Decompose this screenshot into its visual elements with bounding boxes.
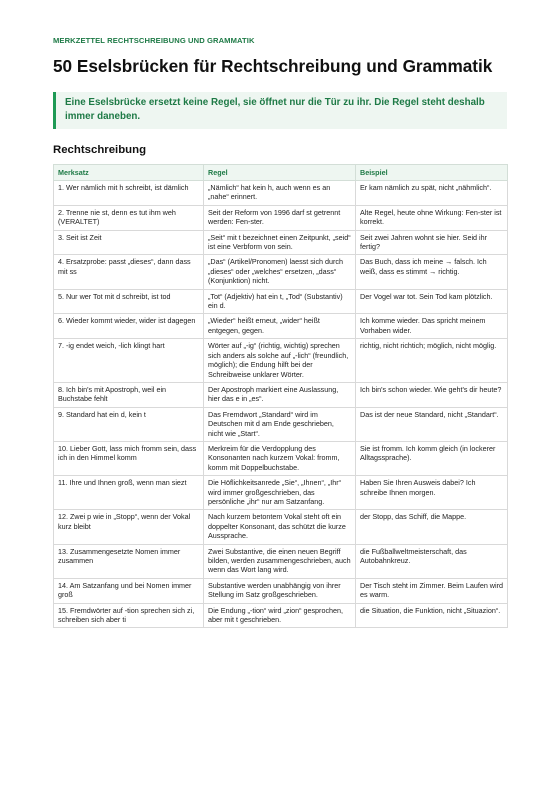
cell-merksatz: 6. Wieder kommt wieder, wider ist dagegen — [54, 314, 204, 339]
cell-merksatz: 5. Nur wer Tot mit d schreibt, ist tod — [54, 289, 204, 314]
table-row — [54, 407, 508, 441]
table-row — [54, 205, 508, 230]
cell-beispiel: Seit zwei Jahren wohnt sie hier. Seid ihr fertig? — [356, 230, 508, 255]
table-row — [54, 603, 508, 628]
table-header-row — [54, 165, 508, 181]
cell-beispiel: die Situation, die Funktion, nicht „Situazion“. — [356, 603, 508, 628]
column-header-regel: Regel — [204, 165, 356, 181]
cell-merksatz: 3. Seit ist Zeit — [54, 230, 204, 255]
document-kicker: MERKZETTEL RECHTSCHREIBUNG UND GRAMMATIK — [53, 36, 255, 45]
cell-beispiel: Ich komme wieder. Das spricht meinem Vorhaben wider. — [356, 314, 508, 339]
cell-beispiel: Alte Regel, heute ohne Wirkung: Fen-ster ist korrekt. — [356, 205, 508, 230]
cell-regel: Seit der Reform von 1996 darf st getrennt werden: Fen-ster. — [204, 205, 356, 230]
cell-merksatz: 7. -ig endet weich, -lich klingt hart — [54, 339, 204, 383]
callout-box: Eine Eselsbrücke ersetzt keine Regel, sie öffnet nur die Tür zu ihr. Die Regel steht deshalb immer daneben. — [53, 92, 507, 129]
table-row — [54, 510, 508, 544]
cell-beispiel: Sie ist fromm. Ich komm gleich (in lockerer Alltagssprache). — [356, 441, 508, 475]
cell-beispiel: die Fußballweltmeisterschaft, das Autobahnkreuz. — [356, 544, 508, 578]
cell-beispiel: Das ist der neue Standard, nicht „Standart“. — [356, 407, 508, 441]
cell-merksatz: 13. Zusammengesetzte Nomen immer zusammen — [54, 544, 204, 578]
cell-regel: Zwei Substantive, die einen neuen Begriff bilden, werden zusammengeschrieben, auch wenn das Wort lang wird. — [204, 544, 356, 578]
cell-regel: Der Apostroph markiert eine Auslassung, hier das e in „es“. — [204, 382, 356, 407]
document-title: 50 Eselsbrücken für Rechtschreibung und Grammatik — [53, 56, 493, 76]
table-row — [54, 441, 508, 475]
cell-beispiel: Ich bin's schon wieder. Wie geht's dir heute? — [356, 382, 508, 407]
cell-beispiel: Er kam nämlich zu spät, nicht „nähmlich“. — [356, 181, 508, 206]
table-row — [54, 255, 508, 289]
cell-regel: Wörter auf „-ig“ (richtig, wichtig) sprechen sich anders als solche auf „-lich“ (freundlich, möglich); die Endung hilft bei der Schreibweise unklarer Wörter. — [204, 339, 356, 383]
cell-regel: „Nämlich“ hat kein h, auch wenn es an „nahe“ erinnert. — [204, 181, 356, 206]
cell-regel: Nach kurzem betontem Vokal steht oft ein doppelter Konsonant, das schützt die kurze Aussprache. — [204, 510, 356, 544]
cell-regel: Das Fremdwort „Standard“ wird im Deutschen mit d am Ende geschrieben, nicht wie „Start“. — [204, 407, 356, 441]
table-row — [54, 382, 508, 407]
cell-regel: Die Endung „-tion“ wird „zion“ gesprochen, aber mit t geschrieben. — [204, 603, 356, 628]
cell-regel: „Wieder“ heißt erneut, „wider“ heißt entgegen, gegen. — [204, 314, 356, 339]
column-header-beispiel: Beispiel — [356, 165, 508, 181]
cell-regel: „Tot“ (Adjektiv) hat ein t, „Tod“ (Substantiv) ein d. — [204, 289, 356, 314]
cell-merksatz: 12. Zwei p wie in „Stopp“, wenn der Vokal kurz bleibt — [54, 510, 204, 544]
cell-regel: „Das“ (Artikel/Pronomen) laesst sich durch „dieses“ oder „welches“ ersetzen, „dass“ (Konjunktion) nicht. — [204, 255, 356, 289]
cell-regel: Die Höflichkeitsanrede „Sie“, „Ihnen“, „Ihr“ wird immer großgeschrieben, das persönliche „ihr“ nur am Satzanfang. — [204, 476, 356, 510]
cell-regel: Substantive werden unabhängig von ihrer Stellung im Satz großgeschrieben. — [204, 578, 356, 603]
table-row — [54, 339, 508, 383]
cell-merksatz: 4. Ersatzprobe: passt „dieses“, dann dass mit ss — [54, 255, 204, 289]
cell-merksatz: 10. Lieber Gott, lass mich fromm sein, dass ich in den Himmel komm — [54, 441, 204, 475]
cell-beispiel: richtig, nicht richtich; möglich, nicht möglig. — [356, 339, 508, 383]
table-row — [54, 476, 508, 510]
cell-merksatz: 11. Ihre und Ihnen groß, wenn man siezt — [54, 476, 204, 510]
cell-beispiel: der Stopp, das Schiff, die Mappe. — [356, 510, 508, 544]
column-header-merksatz: Merksatz — [54, 165, 204, 181]
table-row — [54, 289, 508, 314]
cell-merksatz: 8. Ich bin's mit Apostroph, weil ein Buchstabe fehlt — [54, 382, 204, 407]
cell-merksatz: 14. Am Satzanfang und bei Nomen immer groß — [54, 578, 204, 603]
cell-beispiel: Der Tisch steht im Zimmer. Beim Laufen wird es warm. — [356, 578, 508, 603]
cell-merksatz: 1. Wer nämlich mit h schreibt, ist dämlich — [54, 181, 204, 206]
cell-merksatz: 9. Standard hat ein d, kein t — [54, 407, 204, 441]
cell-merksatz: 15. Fremdwörter auf -tion sprechen sich zi, schreiben sich aber ti — [54, 603, 204, 628]
section-title: Rechtschreibung — [53, 144, 147, 156]
cell-beispiel: Der Vogel war tot. Sein Tod kam plötzlich. — [356, 289, 508, 314]
table-row — [54, 181, 508, 206]
cell-beispiel: Haben Sie Ihren Ausweis dabei? Ich schreibe Ihnen morgen. — [356, 476, 508, 510]
mnemonic-table — [53, 164, 508, 628]
cell-regel: Merkreim für die Verdopplung des Konsonanten nach kurzem Vokal: fromm, komm mit Doppelbuchstabe. — [204, 441, 356, 475]
table-row — [54, 230, 508, 255]
table-row — [54, 578, 508, 603]
table-row — [54, 314, 508, 339]
cell-merksatz: 2. Trenne nie st, denn es tut ihm weh (VERALTET) — [54, 205, 204, 230]
cell-regel: „Seit“ mit t bezeichnet einen Zeitpunkt, „seid“ ist eine Verbform von sein. — [204, 230, 356, 255]
table-row — [54, 544, 508, 578]
cell-beispiel: Das Buch, dass ich meine → falsch. Ich weiß, dass es stimmt → richtig. — [356, 255, 508, 289]
